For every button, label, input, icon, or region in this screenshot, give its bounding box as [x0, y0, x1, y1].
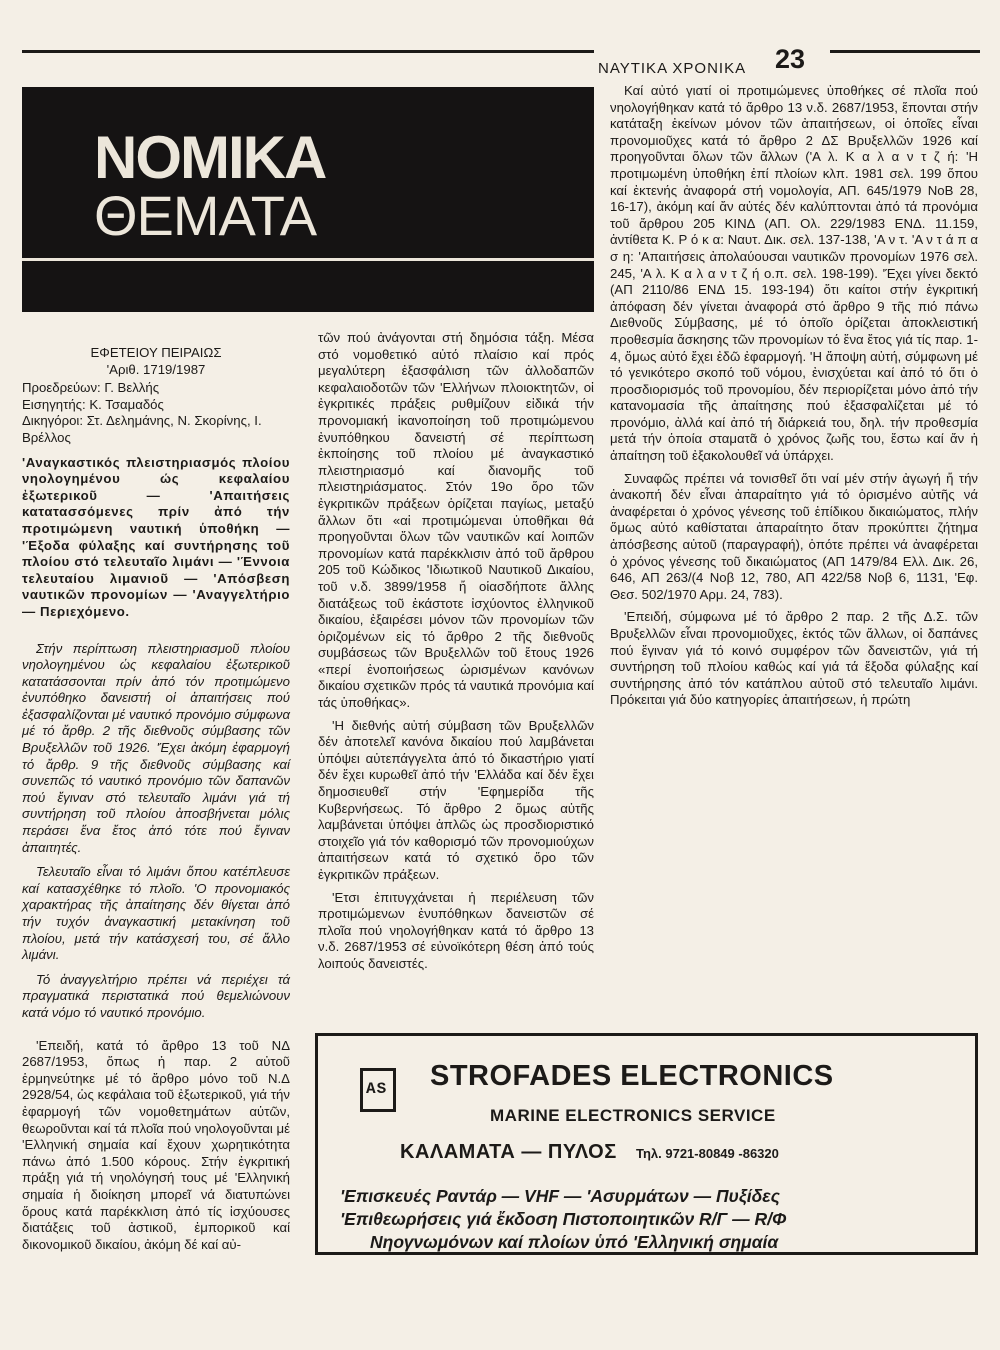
section-banner — [22, 87, 594, 312]
column-left — [22, 345, 290, 1259]
company-logo — [360, 1068, 396, 1112]
ad-service-name: MARINE ELECTRONICS SERVICE — [490, 1106, 776, 1125]
ad-company-name: STROFADES ELECTRONICS — [430, 1060, 834, 1092]
page-number: 23 — [775, 44, 806, 74]
magazine-name: ΝΑΥΤΙΚΑ ΧΡΟΝΙΚΑ — [598, 60, 747, 77]
banner-title-sub: ΘΕΜΑΤΑ — [94, 184, 317, 247]
case-lawyers: Δικηγόροι: Στ. Δελημάνης, Ν. Σκορίνης, Ι. Βρέλλος — [22, 413, 262, 445]
banner-title-main: ΝΟΜΙΚΑ — [94, 124, 326, 191]
header-rule-right — [830, 50, 980, 53]
body-paragraph: 'Επειδή, σύμφωνα μέ τό ἄρθρο 2 παρ. 2 τῆς Δ.Σ. τῶν Βρυξελλῶν εἶναι προνομιοῦχες, ἐκτός τῶν ἄλλων, οἱ δαπάνες πού ἔγιναν γιά τό κοινό συμφέρον τῶν δανειστῶν, γιά τή συντήρηση τοῦ πλοίου καθώς καί γιά τά ἔξοδα φύλαξης καί συντήρησης ἀπό τόν κατάπλου αὐτοῦ στό τελευταῖο λιμάνι. Πρόκειται γιά δύο κατηγορίες ἀπαιτήσεων, ἡ πρώτη — [610, 609, 978, 708]
headnote-paragraph: Τό ἀναγγελτήριο πρέπει νά περιέχει τά πραγματικά περιστατικά πού θεμελιώνουν κατά νόμο τό ναυτικό προνόμιο. — [22, 971, 290, 1020]
header-rule-left — [22, 50, 594, 53]
case-president: Προεδρεύων: Γ. Βελλής — [22, 380, 160, 396]
case-number: 'Αριθ. 1719/1987 — [106, 361, 206, 377]
body-paragraph: 'Ετσι ἐπιτυγχάνεται ἡ περιέλευση τῶν προτιμώμενων ἐνυπόθηκων δανειστῶν σέ πλοῖα πού νηολογήθηκαν κατά τό ἄρθρο 13 ν.δ. 2687/1953 σέ εὐνοϊκότερη θέση ἀπό τούς λοιπούς δανειστές. — [318, 889, 594, 971]
body-paragraph: Συναφῶς πρέπει νά τονισθεῖ ὅτι ναί μέν στήν ἀγωγή ἤ τήν ἀνακοπή δέν εἶναι ἀπαραίτητο γιά τό ὁρισμένο αὐτῆς νά ἀναφέρεται ὁ χρόνος γένεσης τοῦ ἐπίδικου δικαιώματος, πλήν ὅμως αὐτό καθίσταται ἀπαραίτητο ὅταν προκύπτει ζήτημα ἀπόσβεσης αὐτοῦ (παραγραφή), ὁπότε πρέπει νά ἀναφέρεται ὁ χρόνος γένεσης τοῦ δικαιώματος (ΑΠ 1479/84 Ελλ. Δικ. 26, 646, ΑΠ 263/(4 Νοβ 12, 780, ΑΠ 422/58 Νοβ 6, 1131, 'Εφ. Θεσ. 502/1970 Αρμ. 24, 783). — [610, 470, 978, 602]
column-right — [610, 83, 978, 715]
body-paragraph: 'Η διεθνής αὐτή σύμβαση τῶν Βρυξελλῶν δέν ἀποτελεῖ κανόνα δικαίου πού λαμβάνεται ὑπόψει αὐτεπάγγελτα ἀπό τό δικαστήριο γιατί δέν ἔχει κυρωθεῖ ἀπό τήν 'Ελλάδα καί δέν ἔχει δημοσιευθεῖ στήν 'Εφημερίδα τῆς Κυβερνήσεως. Τό ἄρθρο 2 ὅμως αὐτῆς λαμβάνεται ὑπόψει ἁπλῶς ὡς προσδιοριστικό στοιχεῖο γιά τόν καθορισμό τῶν προνομιούχων ἀπαιτήσεων κατά τό σχετικό ὅρο τῶν ἐγκριτικῶν πράξεων. — [318, 717, 594, 882]
body-paragraph: τῶν πού ἀνάγονται στή δημόσια τάξη. Μέσα στό νομοθετικό αὐτό πλαίσιο καί πρός μεγαλύτερη ἐξασφάλιση τῶν ἀλλοδαπῶν κεφαλαιοδοτῶν τῶν 'Ελλήνων πλοιοκτητῶν, οἱ ἐγκριτικές πράξεις ρυθμίζουν εἰδικά τήν προνομιακή ἱκανοποίηση τοῦ προτιμώμενου ἐνυπόθηκου δανειστή σέ περίπτωση ἐκποίησης τοῦ πλοίου μέ ἀναγκαστικό πλειστηριασμό καί διανομῆς τοῦ πλειστηριάσματος. Στόν 19ο ὅρο τῶν ἐγκριτικῶν πράξεων ὁρίζεται παγίως, μεταξύ ἄλλων ὅτι «αἱ προτιμώμεναι ὑποθῆκαι θά προηγοῦνται ὅλων τῶν ναυτικῶν καί λοιπῶν προνομίων κατά παρέκκλισιν ἀπό τοῦ ἄρθρου 205 τοῦ Κώδικος 'Ιδιωτικοῦ Ναυτικοῦ Δικαίου, τοῦ ν.δ. 3899/1958 ἤ οἱασδήποτε ἄλλης διατάξεως τοῦ ἑκάστοτε ἰσχύοντος ἑλληνικοῦ δικαίου, ἐξαιρέσει μόνον τῶν προνομίων τῶν ὁριζομένων εἰς τό ἄρθρο 2 τῆς διεθνοῦς συμβάσεως τῶν Βρυξελλῶν τοῦ ἔτους 1926 «περί ἑνοποιήσεως ὡρισμένων κανόνων δικαίου σχετικῶν πρός τά ναυτικά προνόμια καί τάς ὑποθήκας». — [318, 330, 594, 711]
ad-services-line: 'Επιθεωρήσεις γιά ἔκδοση Πιστοποιητικῶν R/Γ — R/Φ — [340, 1209, 787, 1229]
ad-services-line: 'Επισκευές Ραντάρ — VHF — 'Ασυρμάτων — Πυξίδες — [340, 1186, 780, 1206]
column-middle — [318, 330, 594, 979]
ad-phone: Τηλ. 9721-80849 -86320 — [636, 1146, 779, 1161]
advertisement-box — [315, 1033, 978, 1255]
body-paragraph: 'Επειδή, κατά τό ἄρθρο 13 τοῦ ΝΔ 2687/1953, ὅπως ἡ παρ. 2 αὐτοῦ ἑρμηνεύτηκε μέ τό ἄρθρο μόνο τοῦ Ν.Δ 2928/54, ὡς κεφάλαια τοῦ ἐξωτερικοῦ, γιά τήν ἐφαρμογή τῶν νομοθετημάτων αὐτῶν, θεωροῦνται καί τά πλοῖα πού νηολογοῦνται μέ 'Ελληνική σημαία καί ἔχουν χωρητικότητα πάνω ἀπό 1.500 κόρους. Στήν ἐγκριτική πράξη γιά τή νηολόγησή τους μέ 'Ελληνική σημαία ἡ διοίκηση μπορεῖ νά διατυπώνει ὅρους κατά παρέκκλιση ἀπό τίς ἰσχύουσες διατάξεις τοῦ ἀστικοῦ, ἐμπορικοῦ καί δικονομικοῦ δικαίου, ἀκόμη δέ καί αὐ- — [22, 1037, 290, 1252]
case-rapporteur: Εισηγητής: Κ. Τσαμαδός — [22, 396, 164, 412]
banner-rule — [22, 258, 594, 261]
case-summary: 'Αναγκαστικός πλειστηριασμός πλοίου νηολογημένου ώς κεφαλαίου ἐξωτερικοῦ — 'Απαιτήσεις κατατασσόμενες πρίν ἀπό τήν προτιμώμενη ναυτική ὑποθήκη — 'Έξοδα φύλαξης καί συντήρησης τοῦ πλοίου στό τελευταῖο λιμάνι — 'Έννοια τελευταίου λιμανιοῦ — 'Απόσβεση ναυτικῶν προνομίων — 'Αναγγελτήριο — Περιεχόμενο. — [22, 454, 290, 619]
headnote-paragraph: Τελευταῖο εἶναι τό λιμάνι ὅπου κατέπλευσε καί κατασχέθηκε τό πλοῖο. 'Ο προνομιακός χαρακτήρας τῆς ἀπαίτησης δέν θίγεται ἀπό τήν τυχόν ἀναγκαστική μετακίνηση τοῦ πλοίου, μετά τήν κατάσχεσή του, σέ ἄλλο λιμάνι. — [22, 864, 290, 963]
ad-services-line: Νηογνωμόνων καί πλοίων ὑπό 'Ελληνική σημαία — [370, 1232, 779, 1252]
headnote-paragraph: Στήν περίπτωση πλειστηριασμοῦ πλοίου νηολογημένου ὡς κεφαλαίου ἐξωτερικοῦ κατατάσσονται πρίν ἀπό τόν προτιμώμενο ἐνυπόθηκο δανειστή οἱ ἀπαιτήσεις πού ἐξασφαλίζονται μέ ναυτικό προνόμιο σύμφωνα μέ τό ἄρθρ. 2 τῆς διεθνοῦς σύμβασης τῶν Βρυξελλῶν τοῦ 1926. 'Έχει ἀκόμη ἐφαρμογή τό ἄρθρ. 9 τῆς διεθνοῦς σύμβασης καί συνεπῶς τό ναυτικό προνόμιο τῶν δαπανῶν πού ἔγιναν στό τελευταῖο λιμάνι γιά τή συντήρηση τοῦ πλοίου ἀποσβήνεται μόλις περάσει ἕνα ἔτος ἀπό τότε πού ἔγιναν ἀπαιτητές. — [22, 640, 290, 855]
ad-location: ΚΑΛΑΜΑΤΑ — ΠΥΛΟΣ — [400, 1141, 617, 1163]
logo-text: AS — [366, 1080, 388, 1098]
court-name: ΕΦΕΤΕΙΟΥ ΠΕΙΡΑΙΩΣ — [90, 345, 222, 360]
body-paragraph: Καί αὐτό γιατί οἱ προτιμώμενες ὑποθήκες σέ πλοῖα πού νηολογήθηκαν κατά τό ἄρθρο 13 ν.δ. 2687/1953, ἕπονται στήν κατάταξη ἐκείνων μόνον τῶν ἀπαιτήσεων, οἱ ὁποῖες εἶναι προνομιοῦχες κατά τό ἄρθρο 2 ΔΣ Βρυξελλῶν 1926 καί προηγοῦνται ὅλων τῶν ἄλλων ('Α λ. Κ α λ α ν τ ζ ή: 'Η προτιμωμένη ὑποθήκη ἐπί πλοίων κλπ. 1981 σελ. 199 ὅπου καί ἐκτενής ἀναφορά στή νομολογία, ΑΠ. 645/1979 ΝοΒ 28, 16-17), ἀκόμη καί ἄν αὐτές δέν καλύπτονται ἀπό τά προνόμια τοῦ ἄρθρου 205 ΚΙΝΔ (ΑΠ. Ολ. 229/1983 ΕΝΔ. 11.159, ἀντίθετα Κ. Ρ ό κ α: Ναυτ. Δικ. σελ. 137-138, 'Α ν τ. 'Α ν τ ά π α σ η: 'Απαιτήσεις ἀπολαύουσαι ναυτικῶν προνομίων 1976 σελ. 245, 'Α λ. Κ α λ α ν τ ζ ή ο.π. σελ. 198-199). 'Έχει γίνει δεκτό (ΑΠ 2110/86 ΕΝΔ 15. 193-194) ὅτι καίτοι στήν ἐγκριτική ἀπόφαση δέν γίνεται ἀναφορά στό ἄρθρο 9 τῆς πιό πάνω Διεθνοῦς Σύμβασης, μέ τό ὁποῖο ὁρίζεται ἀποκλειστική προθεσμία ἄσκησης τῶν προνομίων τό ἕνα ἔτος γιά τίς παρ. 1-4, ὅμως αὐτό ἔχει ἐδῶ ἐφαρμογή. 'Η ἄποψη αὐτή, σύμφωνη μέ τό γενικότερο σκοπό τοῦ νόμου, ἐνισχύεται καί ἀπό τό ὅτι ὁ προσδιορισμός τοῦ προνομίου, δέν περιορίζεται μόνο ἀπό τήν κατανομασία τῆς ἀπαίτησης πού ἐξασφαλίζεται μέ τό προνόμιο, ἀλλά καί ἀπό τή διάρκειά του, δηλ. τήν προθεσμία μετά τήν ὁποία σταματᾶ ὁ χρόνος ζωῆς του, ἔστω καί ἄν ἡ ἀπαίτηση τοῦ ἐξακολουθεῖ νά ὑπάρχει. — [610, 83, 978, 464]
